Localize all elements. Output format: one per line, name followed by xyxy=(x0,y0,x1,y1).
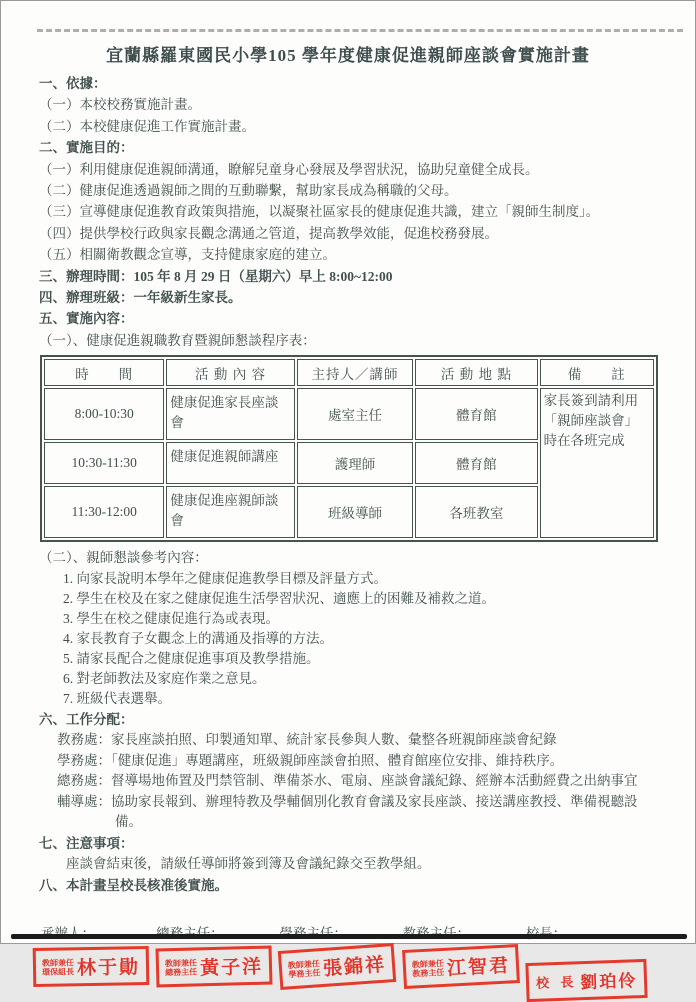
section-1-heading: 一、依據： xyxy=(39,76,107,91)
seal-role-bottom: 環保組長 xyxy=(42,966,75,977)
section-3-heading: 三、辦理時間：105 年 8 月 29 日（星期六）早上 8:00~12:00 xyxy=(39,268,393,284)
section-7-heading: 七、注意事項： xyxy=(39,835,134,851)
col-header-time: 時 間 xyxy=(44,359,164,386)
table-row xyxy=(44,388,654,440)
section-2-item: （一）利用健康促進親師溝通，瞭解兒童身心發展及學習狀況，協助兒童健全成長。 xyxy=(39,161,539,177)
seal-role-text xyxy=(288,959,321,979)
seal-role-bottom: 學務主任 xyxy=(288,967,322,979)
section-2-item: （三）宣導健康促進教育政策與措施，以凝聚社區家長的健康促進共識，建立「親師生制度」。 xyxy=(39,204,600,220)
section-2-heading: 二、實施目的： xyxy=(39,140,134,156)
discussion-item: 3. 學生在校之健康促進行為或表現。 xyxy=(63,610,279,626)
seal-role-top: 教師兼任 xyxy=(164,957,198,968)
seal-stamp xyxy=(278,943,396,990)
cell-location: 各班教室 xyxy=(415,486,537,538)
discussion-item: 7. 班級代表選舉。 xyxy=(63,690,171,706)
discussion-item: 2. 學生在校及在家之健康促進生活學習狀況、適應上的困難及補救之道。 xyxy=(63,590,495,606)
seal-role-bottom: 教務主任 xyxy=(411,967,445,978)
discussion-item: 4. 家長教育子女觀念上的溝通及指導的方法。 xyxy=(63,630,333,646)
seal-role-text xyxy=(42,958,74,977)
document-title: 宜蘭縣羅東國民小學105 學年度健康促進親師座談會實施計畫 xyxy=(106,46,590,65)
col-header-note: 備 註 xyxy=(540,359,654,386)
seal-role-top: 教師兼任 xyxy=(411,958,444,969)
seal-stamp xyxy=(156,945,273,987)
seal-role-inline: 校 長 xyxy=(535,974,578,991)
col-header-host: 主持人／講師 xyxy=(297,359,413,386)
cell-host: 班級導師 xyxy=(297,486,413,538)
table-header-row xyxy=(44,359,654,386)
dept-assignment: 輔導處：協助家長報到、辦理特教及學輔個別化教育會議及家長座談、接送講座教授、準備視聽設備。 xyxy=(57,793,638,830)
cell-host: 護理師 xyxy=(297,442,413,484)
cell-time: 11:30-12:00 xyxy=(44,486,164,538)
dept-assignment: 總務處：督導場地佈置及門禁管制、準備茶水、電扇、座談會議紀錄、經辦本活動經費之出納事宜 xyxy=(57,773,638,789)
cell-activity: 健康促進家長座談會 xyxy=(166,388,294,440)
schedule-table xyxy=(40,355,658,542)
seal-role-top: 教師兼任 xyxy=(287,958,321,970)
seal-stamp-principal xyxy=(525,959,648,1002)
cell-note: 家長簽到請利用「親師座談會」時在各班完成 xyxy=(540,388,654,538)
cell-host: 處室主任 xyxy=(297,388,413,440)
scan-edge-artifact xyxy=(11,934,687,939)
seal-name: 劉珀伶 xyxy=(579,971,638,993)
cell-activity: 健康促進親師講座 xyxy=(166,442,294,484)
section-5-heading: 五、實施內容： xyxy=(39,311,134,327)
section-7-item: 座談會結束後，請級任導師將簽到簿及會議紀錄交至教學組。 xyxy=(66,856,431,871)
discussion-item: 1. 向家長說明本學年之健康促進教學目標及評量方式。 xyxy=(63,570,387,586)
col-header-activity: 活 動 內 容 xyxy=(166,359,294,386)
section-2-item: （五）相關衛教觀念宣導，支持健康家庭的建立。 xyxy=(39,247,336,263)
seal-role-text xyxy=(165,958,197,977)
section-1-item: （二）本校健康促進工作實施計畫。 xyxy=(39,118,255,134)
section-5b-subheading: （二）、親師懇談參考內容： xyxy=(39,550,208,566)
seal-name: 江智君 xyxy=(446,955,511,980)
col-header-location: 活 動 地 點 xyxy=(415,359,537,386)
dept-assignment: 教務處：家長座談拍照、印製通知單、統計家長參與人數、彙整各班親師座談會紀錄 xyxy=(57,732,557,748)
seal-stamp xyxy=(402,944,520,989)
seal-name: 張錦祥 xyxy=(322,954,388,980)
cell-location: 體育館 xyxy=(415,388,537,440)
cell-time: 10:30-11:30 xyxy=(44,442,164,484)
section-5a-subheading: （一）、健康促進親職教育暨親師懇談程序表： xyxy=(39,332,316,348)
section-8-heading: 八、本計畫呈校長核准後實施。 xyxy=(39,877,228,893)
seal-role-text xyxy=(411,958,444,978)
section-6-heading: 六、工作分配： xyxy=(39,711,134,727)
section-2-item: （四）提供學校行政與家長觀念溝通之管道，提高教學效能，促進校務發展。 xyxy=(39,225,498,241)
discussion-item: 6. 對老師教法及家庭作業之意見。 xyxy=(63,670,266,686)
section-1-item: （一）本校校務實施計畫。 xyxy=(39,97,201,113)
seal-role-bottom: 總務主任 xyxy=(165,966,198,977)
scan-fold-artifact xyxy=(37,29,683,32)
section-4-heading: 四、辦理班級：一年級新生家長。 xyxy=(39,290,242,306)
seal-stamp xyxy=(33,946,150,987)
discussion-item: 5. 請家長配合之健康促進事項及教學措施。 xyxy=(63,650,320,666)
section-2-item: （二）健康促進透過親師之間的互動聯繫，幫助家長成為稱職的父母。 xyxy=(39,183,458,199)
seal-name: 黃子洋 xyxy=(199,956,264,980)
document-content xyxy=(1,1,695,1000)
cell-time: 8:00-10:30 xyxy=(44,388,164,440)
seal-name: 林于勛 xyxy=(76,957,141,980)
seal-role-top: 教師兼任 xyxy=(41,957,75,968)
cell-activity: 健康促進座親師談會 xyxy=(166,486,294,538)
dept-assignment: 學務處：「健康促進」專題講座，班級親師座談會拍照、體育館座位安排、維持秩序。 xyxy=(57,752,564,768)
cell-location: 體育館 xyxy=(415,442,537,484)
